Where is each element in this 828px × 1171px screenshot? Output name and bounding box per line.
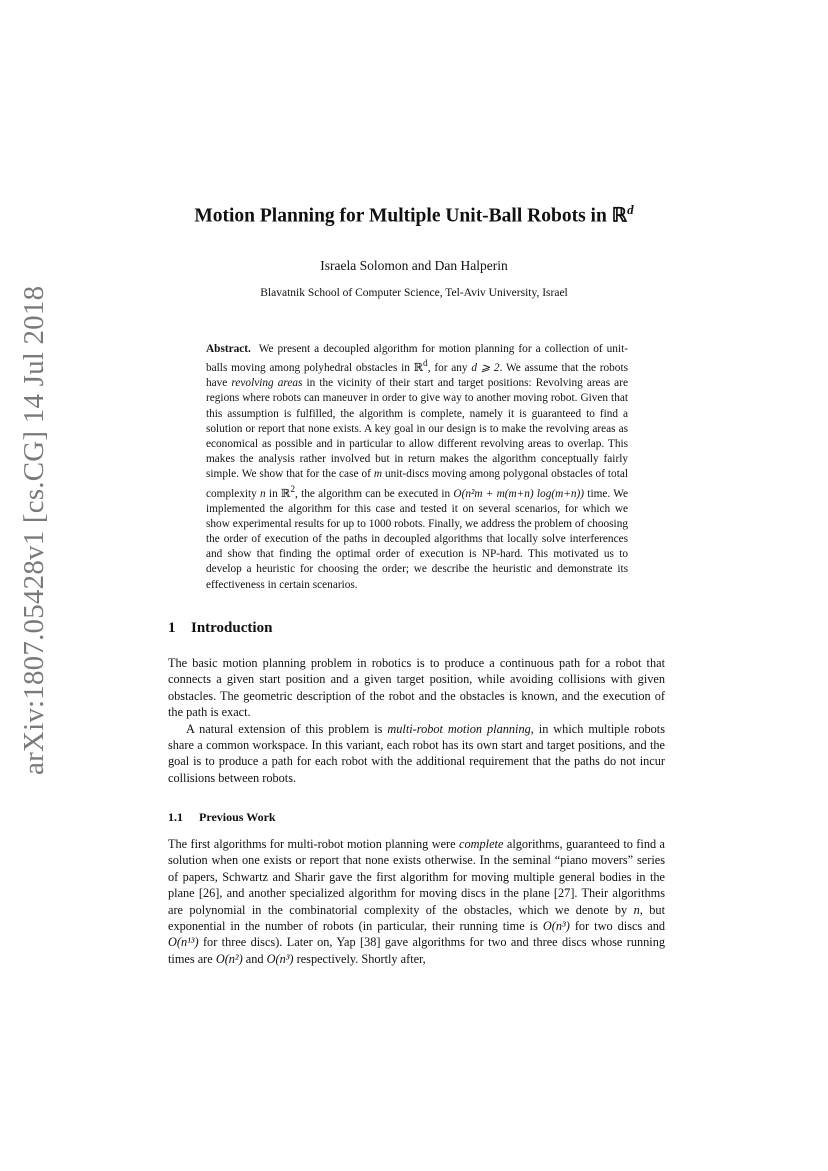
paper-authors: Israela Solomon and Dan Halperin <box>320 258 508 273</box>
introduction-body <box>168 655 665 786</box>
paper-affiliation: Blavatnik School of Computer Science, Tel-Aviv University, Israel <box>260 287 568 299</box>
abstract-sup-d: d <box>423 359 428 370</box>
abstract-text: . We assume that the robots have <box>206 361 628 390</box>
abstract-text: in the vicinity of their start and target positions: Revolving areas are regions where robots can maneuver in order to give way to another moving robot. Given that this assumption is fulfilled, the algorithm is complete, namely it is guaranteed to find a solution or report that none exists. A key goal in our design is to make the revolving areas as economical as possible and in particular to allow different revolving areas to overlap. This makes the analysis rather involved but in return makes the algorithm conceptually fairly simple. We show that for the case of <box>206 377 628 481</box>
abstract-text: unit-discs moving among polygonal obstacles of total complexity <box>206 468 629 500</box>
subsection-heading-previous-work <box>168 810 276 825</box>
abstract-math: n <box>260 487 266 500</box>
paragraph-text: The first algorithms for multi-robot motion planning were <box>168 837 460 851</box>
abstract-math: d ⩾ 2 <box>471 361 500 374</box>
abstract-math: O(n²m + m(m+n) log(m+n)) <box>453 487 585 500</box>
inline-math: O(n²) <box>215 951 243 966</box>
abstract-text: time. We implemented the algorithm for this case and tested it on several scenarios, for which we show experimental results for up to 1000 robots. Finally, we address the problem of choosing the order of execution of the paths in decoupled algorithms that locally solve interferences and show that finding the optimal order of execution is NP-hard. This motivated us to develop a heuristic for choosing the order; we describe the heuristic and demonstrate its effectiveness in certain scenarios. <box>206 487 628 591</box>
inline-math: n <box>633 902 640 917</box>
paragraph <box>168 721 665 787</box>
inline-math: O(n³) <box>542 919 570 934</box>
abstract-block <box>206 342 628 593</box>
previous-work-body <box>168 836 665 967</box>
paragraph-emphasis: complete <box>459 837 504 851</box>
paragraph-text: , in which multiple robots share a common workspace. In this variant, each robot has its own start and target positions, and the goal is to produce a path for each robot with the additional requirement that the paths do not incur collisions between robots. <box>168 721 665 785</box>
abstract-text: We present a decoupled algorithm for motion planning for a collection of unit-balls moving among polyhedral obstacles in ℝ <box>206 343 628 374</box>
paragraph: The basic motion planning problem in robotics is to produce a continuous path for a robot that connects a given start position and a given target position, while avoiding collisions with given obstacles. The geometric description of the robot and the obstacles is known, and the execution of the path is exact. <box>168 656 665 720</box>
section-title: Previous Work <box>199 810 276 824</box>
section-heading-introduction <box>168 620 272 637</box>
paragraph-text: A natural extension of this problem is <box>186 721 388 736</box>
paper-title <box>0 202 828 228</box>
abstract-math: m <box>373 468 382 481</box>
paragraph-text: , but exponential in the number of robots (in particular, their running time is <box>168 902 665 934</box>
section-number: 1.1 <box>168 810 183 824</box>
paragraph-text: and <box>242 951 267 966</box>
inline-math: O(n³) <box>266 951 294 966</box>
abstract-text: , for any <box>427 361 472 374</box>
section-number: 1 <box>168 620 176 636</box>
paragraph-text: respectively. Shortly after, <box>293 951 426 966</box>
abstract-text: in ℝ <box>265 487 291 500</box>
inline-math: O(n¹³) <box>168 935 199 950</box>
section-title: Introduction <box>191 620 273 636</box>
paragraph-text: for two discs and <box>569 919 665 934</box>
abstract-text: , the algorithm can be executed in <box>295 487 454 500</box>
paragraph-text: for three discs). Later on, Yap [38] gave algorithms for two and three discs whose running times are <box>168 935 665 966</box>
paragraph-text: algorithms, guaranteed to find a solution when one exists or report that none exists otherwise. In the seminal “piano movers” series of papers, Schwartz and Sharir gave the first algorithm for moving multiple general bodies in the plane [26], and another specialized algorithm for moving discs in the plane [27]. Their algorithms are polynomial in the combinatorial complexity of the obstacles, which we denote by <box>168 837 665 917</box>
abstract-label: Abstract. <box>206 343 251 355</box>
paper-title-text: Motion Planning for Multiple Unit-Ball Robots in ℝ <box>194 205 628 227</box>
paper-title-superscript: d <box>627 202 634 217</box>
abstract-sup-2: 2 <box>290 484 296 495</box>
arxiv-identifier-stamp: arXiv:1807.05428v1 [cs.CG] 14 Jul 2018 <box>18 285 50 775</box>
paragraph <box>168 836 665 967</box>
abstract-emphasis: revolving areas <box>231 377 303 390</box>
paragraph-emphasis: multi-robot motion planning <box>387 721 531 736</box>
